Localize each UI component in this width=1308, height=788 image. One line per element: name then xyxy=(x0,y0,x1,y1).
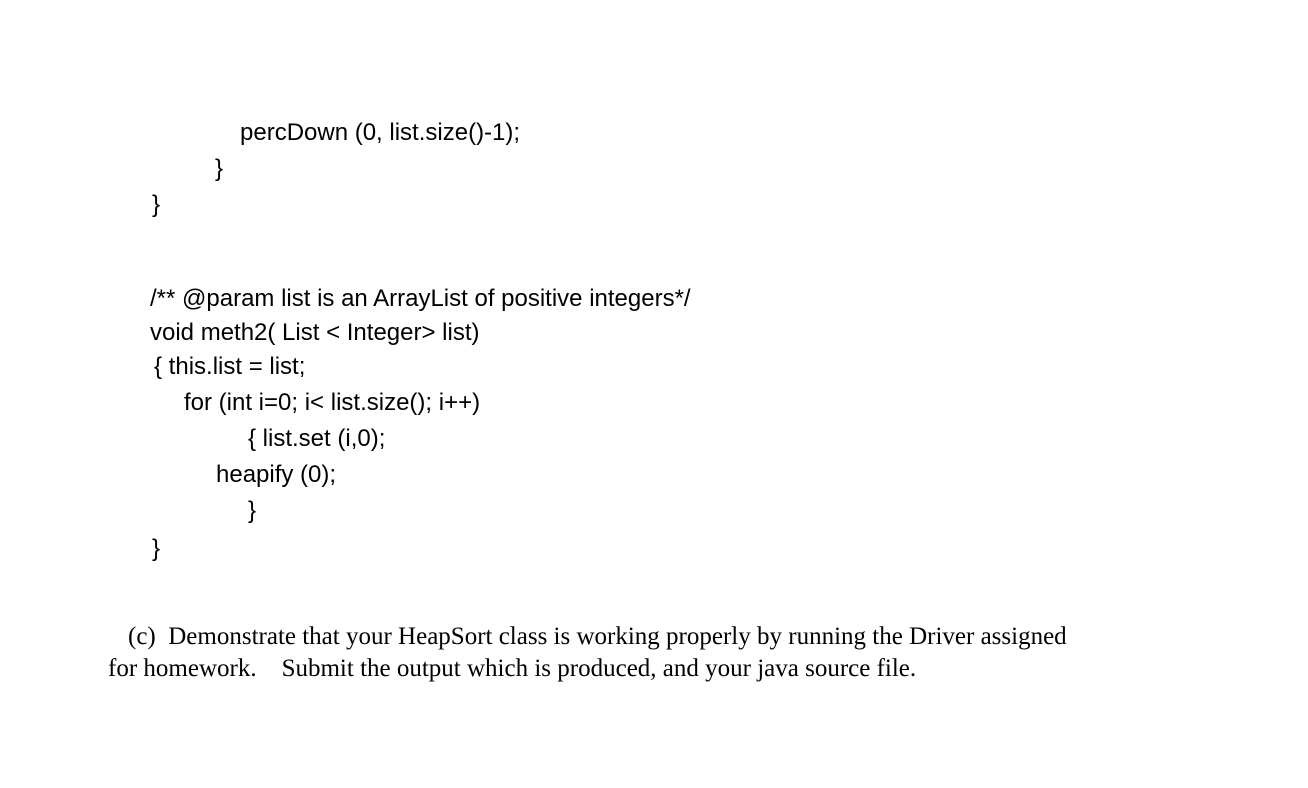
code-line: heapify (0); xyxy=(216,461,337,488)
code-line: percDown (0, list.size()-1); xyxy=(240,119,521,146)
code-line: } xyxy=(152,191,161,218)
question-c-line: (c) Demonstrate that your HeapSort class is working properly by running the Driver assigned xyxy=(128,623,1067,650)
code-line: } xyxy=(215,155,224,182)
code-line: { list.set (i,0); xyxy=(248,425,386,452)
code-line: } xyxy=(248,497,257,524)
code-comment: /** @param list is an ArrayList of positive integers*/ xyxy=(150,285,691,312)
code-line: { this.list = list; xyxy=(154,353,306,380)
question-c-line: for homework. Submit the output which is produced, and your java source file. xyxy=(108,655,917,682)
code-line: } xyxy=(152,535,161,562)
code-line: for (int i=0; i< list.size(); i++) xyxy=(184,389,481,416)
code-line: void meth2( List < Integer> list) xyxy=(150,319,480,346)
